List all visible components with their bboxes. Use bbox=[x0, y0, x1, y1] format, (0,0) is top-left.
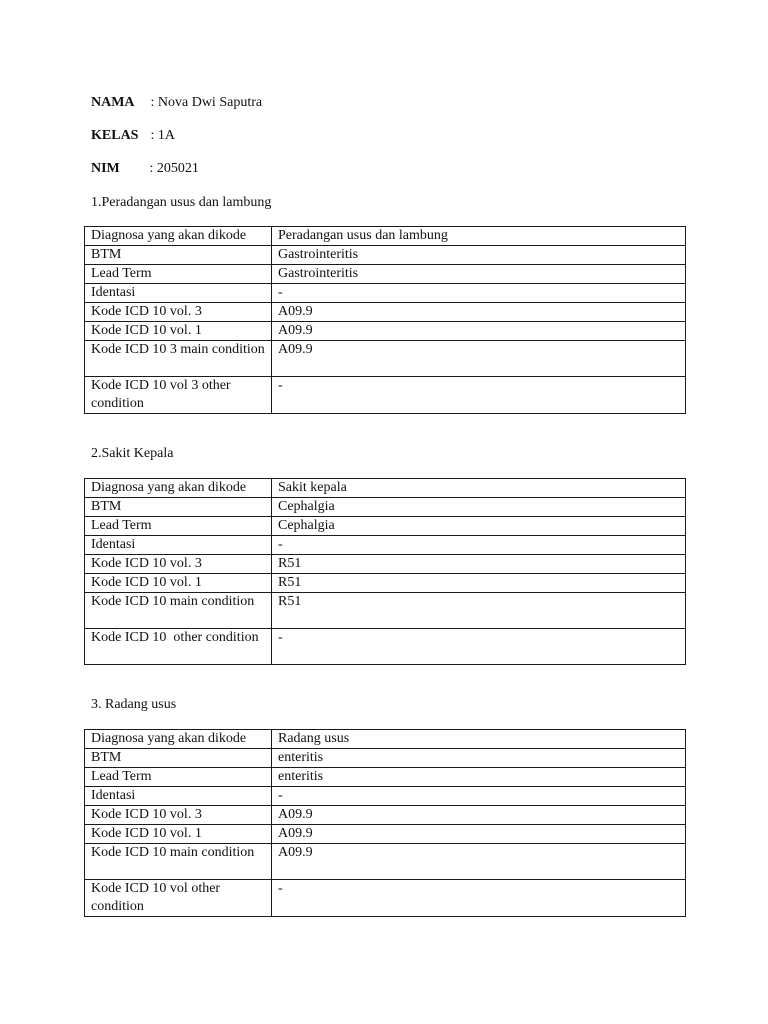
section-title: 2.Sakit Kepala bbox=[91, 446, 174, 461]
table-row bbox=[85, 825, 686, 844]
row-value: - bbox=[272, 377, 686, 414]
row-value: Gastrointeritis bbox=[272, 265, 686, 284]
nim-line bbox=[91, 160, 199, 178]
kelas-label: KELAS bbox=[91, 128, 139, 143]
table-row bbox=[85, 730, 686, 749]
table-row bbox=[85, 341, 686, 377]
row-value: A09.9 bbox=[272, 322, 686, 341]
table-row bbox=[85, 768, 686, 787]
row-value: Gastrointeritis bbox=[272, 246, 686, 265]
row-value: R51 bbox=[272, 574, 686, 593]
table-row bbox=[85, 749, 686, 768]
table-row bbox=[85, 517, 686, 536]
table-row bbox=[85, 574, 686, 593]
row-value: A09.9 bbox=[272, 341, 686, 377]
row-value: - bbox=[272, 629, 686, 665]
row-value: - bbox=[272, 284, 686, 303]
icd-table bbox=[84, 729, 686, 917]
row-label: Diagnosa yang akan dikode bbox=[85, 479, 272, 498]
table-row bbox=[85, 806, 686, 825]
icd-table bbox=[84, 226, 686, 414]
section-title: 1.Peradangan usus dan lambung bbox=[91, 195, 272, 210]
row-value: Sakit kepala bbox=[272, 479, 686, 498]
row-label: Diagnosa yang akan dikode bbox=[85, 227, 272, 246]
row-label: BTM bbox=[85, 246, 272, 265]
table-row bbox=[85, 265, 686, 284]
table-row bbox=[85, 844, 686, 880]
row-label: Kode ICD 10 vol 3 other condition bbox=[85, 377, 272, 414]
row-label: Kode ICD 10 main condition bbox=[85, 593, 272, 629]
row-label: Diagnosa yang akan dikode bbox=[85, 730, 272, 749]
row-label: Kode ICD 10 vol. 3 bbox=[85, 303, 272, 322]
table-row bbox=[85, 322, 686, 341]
row-label: Kode ICD 10 other condition bbox=[85, 629, 272, 665]
row-value: A09.9 bbox=[272, 844, 686, 880]
row-label: Identasi bbox=[85, 284, 272, 303]
table-row bbox=[85, 479, 686, 498]
row-value: R51 bbox=[272, 555, 686, 574]
row-value: Radang usus bbox=[272, 730, 686, 749]
nama-value: : Nova Dwi Saputra bbox=[150, 95, 263, 110]
row-label: BTM bbox=[85, 749, 272, 768]
nim-label: NIM bbox=[91, 161, 120, 176]
row-value: - bbox=[272, 536, 686, 555]
row-label: Kode ICD 10 vol. 1 bbox=[85, 825, 272, 844]
row-label: Kode ICD 10 3 main condition bbox=[85, 341, 272, 377]
table-row bbox=[85, 377, 686, 414]
kelas-line bbox=[91, 127, 175, 145]
row-value: A09.9 bbox=[272, 825, 686, 844]
row-label: Kode ICD 10 vol. 1 bbox=[85, 322, 272, 341]
row-value: enteritis bbox=[272, 768, 686, 787]
row-value: Cephalgia bbox=[272, 498, 686, 517]
row-label: BTM bbox=[85, 498, 272, 517]
table-row bbox=[85, 246, 686, 265]
row-label: Lead Term bbox=[85, 768, 272, 787]
row-label: Kode ICD 10 vol other condition bbox=[85, 880, 272, 917]
table-row bbox=[85, 629, 686, 665]
icd-table bbox=[84, 478, 686, 665]
row-label: Identasi bbox=[85, 536, 272, 555]
table-row bbox=[85, 498, 686, 517]
table-row bbox=[85, 593, 686, 629]
table-row bbox=[85, 227, 686, 246]
row-label: Kode ICD 10 vol. 3 bbox=[85, 555, 272, 574]
nama-label: NAMA bbox=[91, 95, 135, 110]
table-row bbox=[85, 880, 686, 917]
row-label: Identasi bbox=[85, 787, 272, 806]
row-label: Kode ICD 10 main condition bbox=[85, 844, 272, 880]
row-label: Lead Term bbox=[85, 517, 272, 536]
row-value: R51 bbox=[272, 593, 686, 629]
row-value: A09.9 bbox=[272, 303, 686, 322]
row-value: - bbox=[272, 880, 686, 917]
row-value: - bbox=[272, 787, 686, 806]
kelas-value: : 1A bbox=[150, 128, 175, 143]
row-value: Cephalgia bbox=[272, 517, 686, 536]
row-value: A09.9 bbox=[272, 806, 686, 825]
table-row bbox=[85, 787, 686, 806]
nama-line bbox=[91, 94, 262, 112]
table-row bbox=[85, 536, 686, 555]
table-row bbox=[85, 555, 686, 574]
table-row bbox=[85, 303, 686, 322]
table-row bbox=[85, 284, 686, 303]
row-value: enteritis bbox=[272, 749, 686, 768]
row-value: Peradangan usus dan lambung bbox=[272, 227, 686, 246]
section-title: 3. Radang usus bbox=[91, 697, 177, 712]
nim-value: : 205021 bbox=[149, 161, 199, 176]
row-label: Kode ICD 10 vol. 1 bbox=[85, 574, 272, 593]
row-label: Lead Term bbox=[85, 265, 272, 284]
row-label: Kode ICD 10 vol. 3 bbox=[85, 806, 272, 825]
